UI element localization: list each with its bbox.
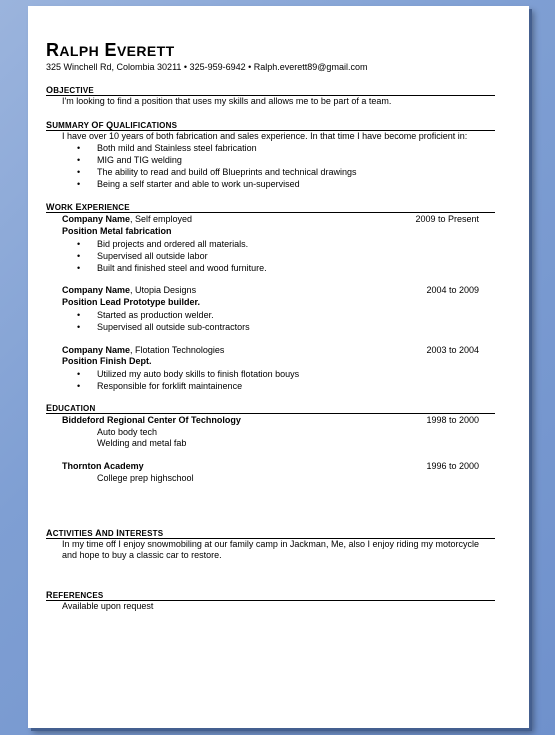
summary-list — [46, 143, 495, 190]
school-dates: 1998 to 2000 — [426, 414, 479, 425]
references-title: REFERENCES — [46, 591, 495, 601]
job-duties — [46, 369, 495, 393]
job-entry — [46, 285, 495, 333]
school-name: Thornton Academy — [62, 461, 144, 472]
activities-section — [46, 529, 495, 562]
contact-line: 325 Winchell Rd, Colombia 30211 • 325-959-6942 • Ralph.everett89@gmail.com — [46, 62, 368, 72]
summary-intro: I have over 10 years of both fabrication and sales experience. In that time I have become proficient in: — [62, 130, 468, 141]
activities-title: ACTIVITIES AND INTERESTS — [46, 529, 495, 539]
job-position: Position Finish Dept. — [62, 356, 152, 367]
job-company: Company Name, Self employed — [62, 214, 193, 225]
resume-content — [46, 40, 495, 613]
list-item: • Utilized my auto body skills to finish flotation bouys — [62, 369, 495, 381]
job-duties — [46, 310, 495, 334]
job-duties — [46, 239, 495, 274]
job-dates: 2004 to 2009 — [426, 285, 479, 296]
school-entry — [46, 461, 495, 485]
school-detail: Auto body tech — [97, 426, 158, 437]
resume-name — [46, 40, 495, 61]
school-detail: College prep highschool — [97, 472, 194, 483]
job-position: Position Metal fabrication — [62, 226, 172, 237]
activities-text: In my time off I enjoy snowmobiling at our family camp in Jackman, Me, also I enjoy riding my motorcycle and hope to buy a classic car to restore. — [62, 538, 479, 561]
job-company: Company Name, Flotation Technologies — [62, 344, 225, 355]
list-item: • Responsible for forklift maintainence — [62, 381, 495, 393]
objective-title: OBJECTIVE — [46, 86, 495, 96]
job-company: Company Name, Utopia Designs — [62, 285, 197, 296]
list-item: • Being a self starter and able to work un-supervised — [62, 179, 495, 191]
list-item: • MIG and TIG welding — [62, 155, 495, 167]
education-title: EDUCATION — [46, 404, 495, 414]
job-dates: 2009 to Present — [415, 214, 479, 225]
school-detail: Welding and metal fab — [97, 438, 187, 449]
list-item: • Bid projects and ordered all materials. — [62, 239, 495, 251]
list-item: • Supervised all outside sub-contractors — [62, 322, 495, 334]
list-item: • Built and finished steel and wood furniture. — [62, 263, 495, 275]
name-text: RALPH EVERETT — [46, 40, 175, 60]
work-section — [46, 203, 495, 392]
objective-text: I'm looking to find a position that uses my skills and allows me to be part of a team. — [62, 96, 392, 106]
references-section — [46, 591, 495, 613]
job-entry — [46, 345, 495, 393]
school-dates: 1996 to 2000 — [426, 461, 479, 472]
job-dates: 2003 to 2004 — [426, 344, 479, 355]
list-item: • Supervised all outside labor — [62, 251, 495, 263]
school-entry — [46, 415, 495, 450]
summary-title: SUMMARY OF QUALIFICATIONS — [46, 121, 495, 131]
references-text: Available upon request — [62, 600, 154, 611]
work-title: WORK EXPERIENCE — [46, 203, 495, 213]
job-entry — [46, 214, 495, 274]
school-name: Biddeford Regional Center Of Technology — [62, 414, 241, 425]
list-item: • The ability to read and build off Blueprints and technical drawings — [62, 167, 495, 179]
job-position: Position Lead Prototype builder. — [62, 297, 201, 308]
list-item: • Started as production welder. — [62, 310, 495, 322]
list-item: • Both mild and Stainless steel fabrication — [62, 143, 495, 155]
education-section — [46, 404, 495, 485]
objective-section — [46, 86, 495, 108]
summary-section — [46, 121, 495, 191]
resume-page — [28, 6, 529, 728]
